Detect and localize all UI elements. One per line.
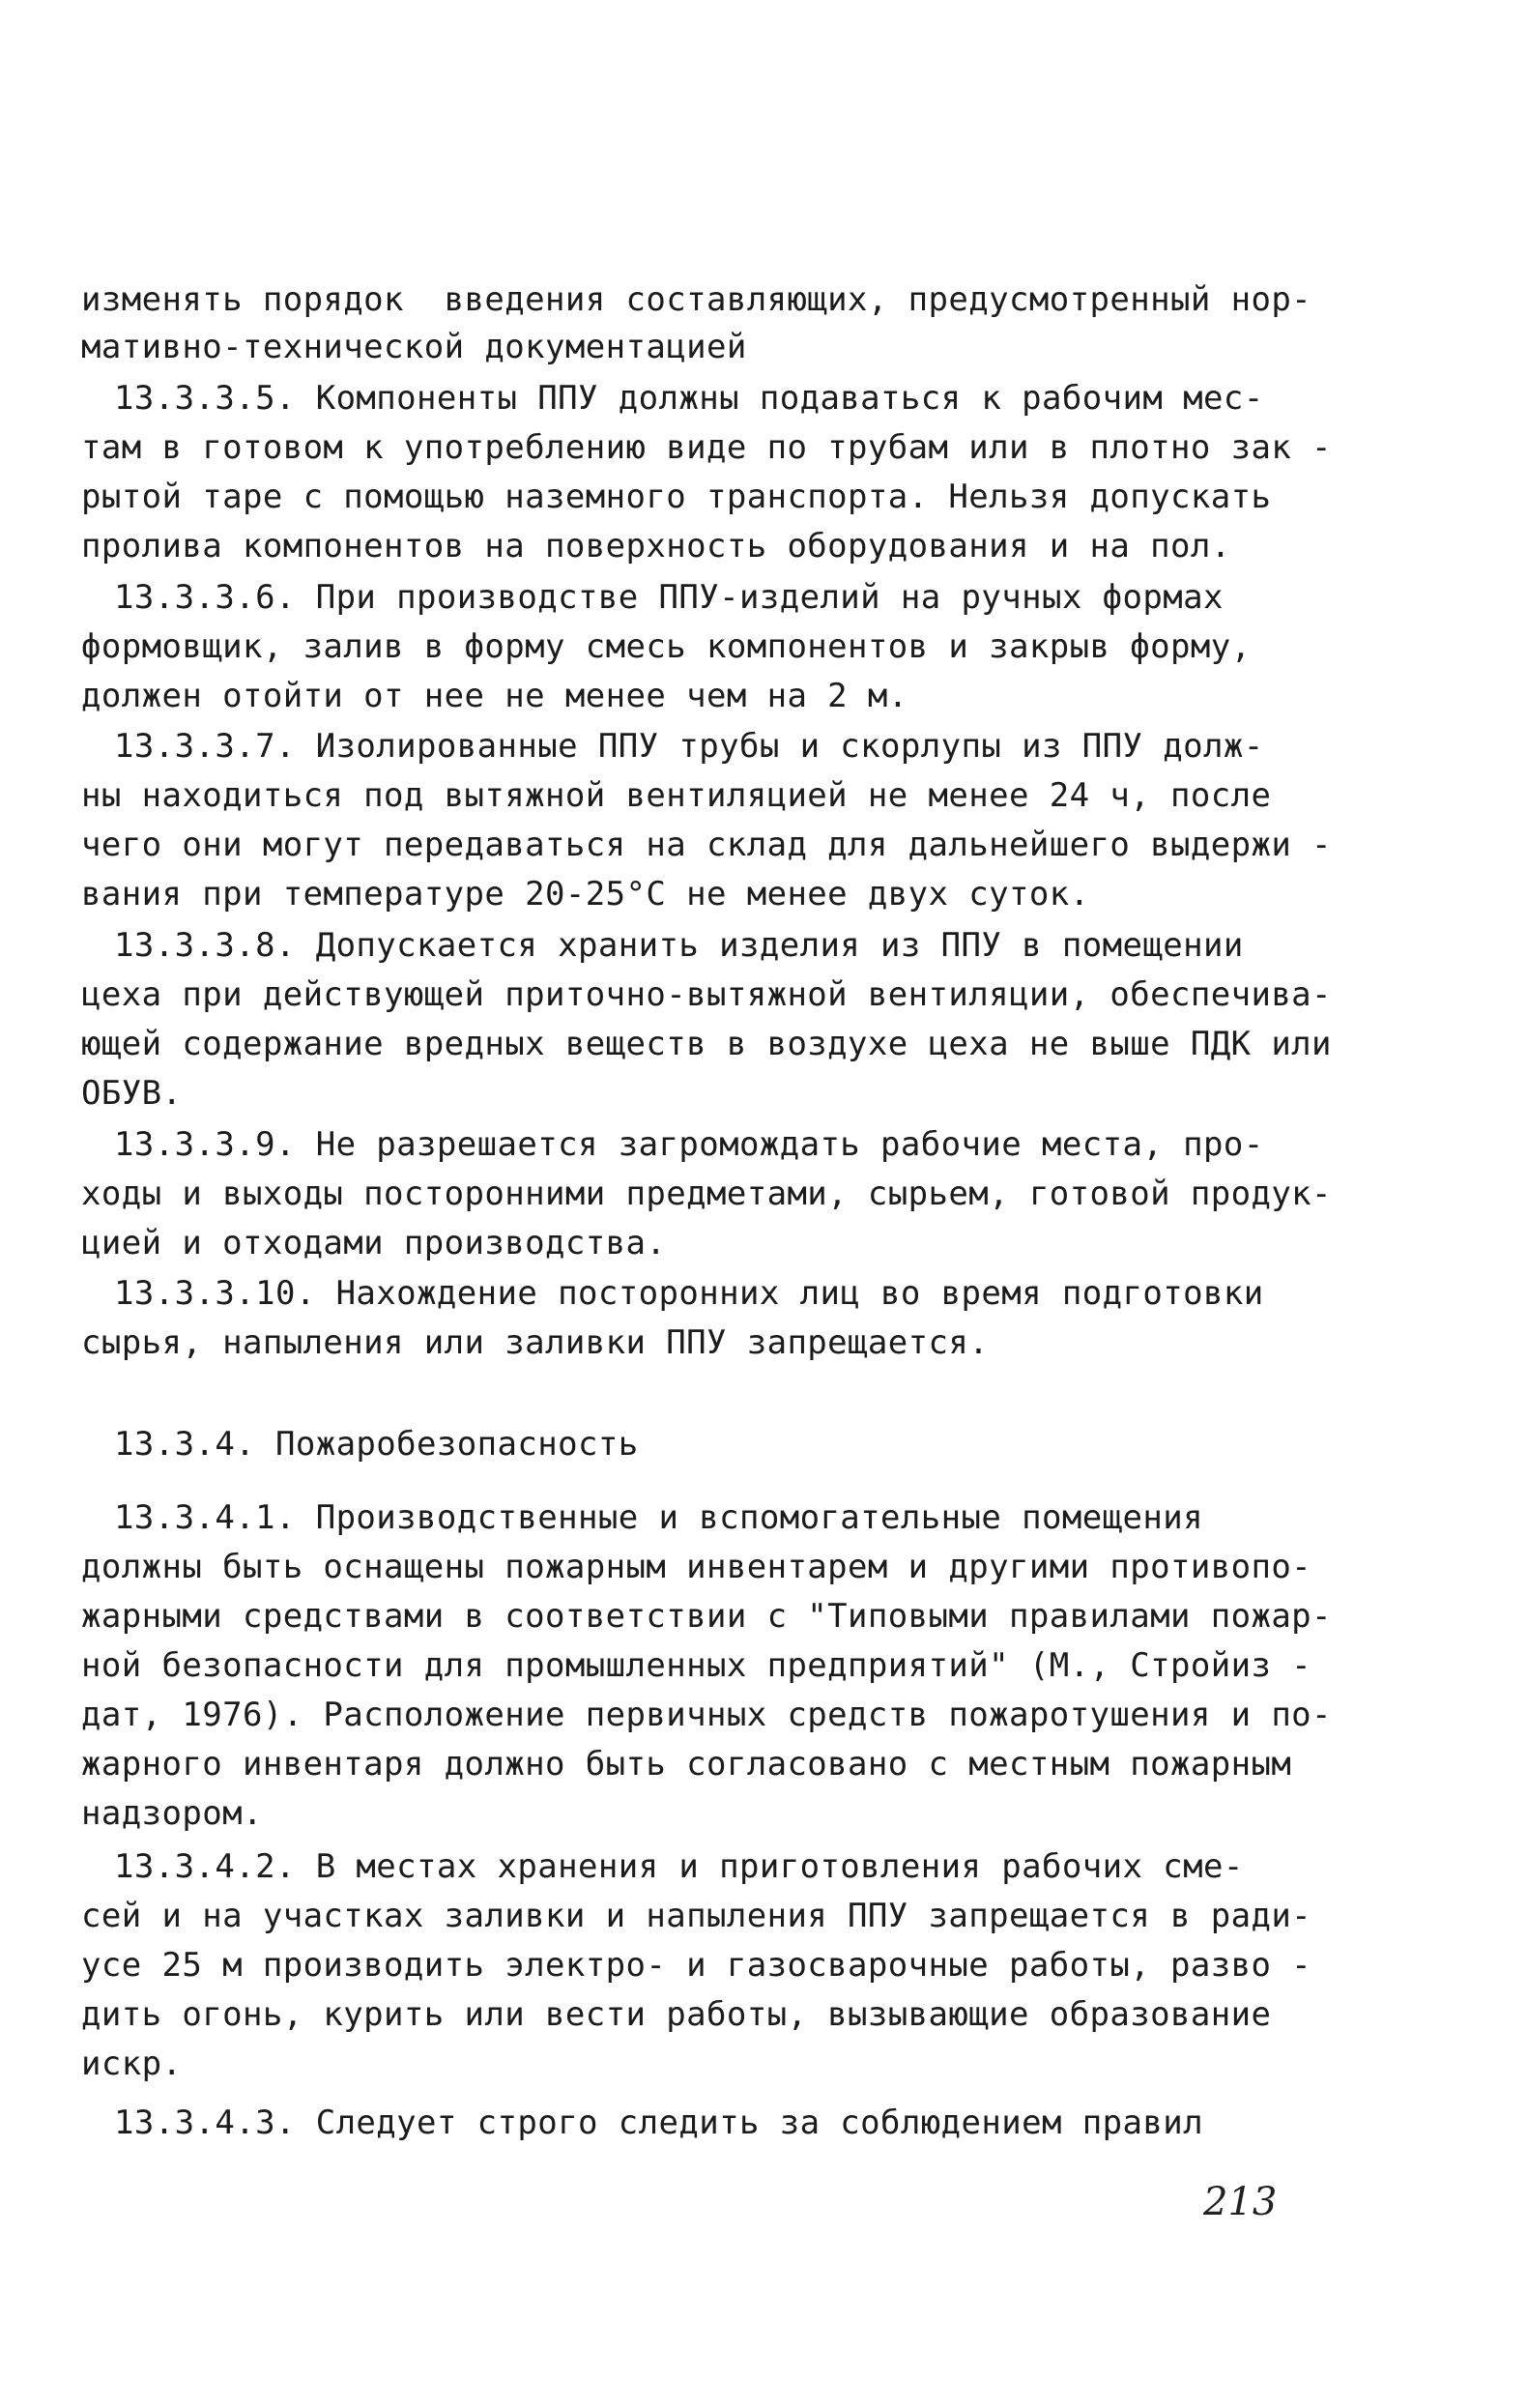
text-line: мативно-технической документацией <box>81 328 747 366</box>
text-line: ходы и выходы посторонними предметами, сырьем, готовой продук- <box>81 1175 1332 1213</box>
text-line: изменять порядок введения составляющих, предусмотренный нор- <box>81 280 1312 319</box>
text-line: цией и отходами производства. <box>81 1224 667 1262</box>
paragraph-first-line: 13.3.3.9. Не разрешается загромождать рабочие места, про- <box>114 1125 1264 1164</box>
paragraph-first-line: 13.3.4.2. В местах хранения и приготовления рабочих сме- <box>114 1847 1244 1886</box>
paragraph-first-line: 13.3.3.10. Нахождение посторонних лиц во время подготовки <box>114 1274 1264 1313</box>
paragraph-first-line: 13.3.4.3. Следует строго следить за соблюдением правил <box>114 2103 1203 2142</box>
text-line: чего они могут передаваться на склад для дальнейшего выдержи - <box>81 826 1332 864</box>
text-line: ющей содержание вредных веществ в воздухе цеха не выше ПДК или <box>81 1025 1332 1063</box>
text-line: жарными средствами в соответствии с "Типовыми правилами пожар- <box>81 1597 1332 1636</box>
text-line: должен отойти от нее не менее чем на 2 м. <box>81 677 908 715</box>
text-line: дить огонь, курить или вести работы, вызывающие образование <box>81 1995 1272 2034</box>
text-line: ОБУВ. <box>81 1074 183 1113</box>
text-line: вания при температуре 20-25°С не менее двух суток. <box>81 875 1090 914</box>
text-line: жарного инвентаря должно быть согласовано с местным пожарным <box>81 1745 1292 1784</box>
text-line: должны быть оснащены пожарным инвентарем и другими противопо- <box>81 1548 1312 1586</box>
text-line: ной безопасности для промышленных предприятий" (М., Стройиз - <box>81 1646 1312 1685</box>
text-line: сей и на участках заливки и напыления ППУ запрещается в ради- <box>81 1897 1312 1935</box>
paragraph-first-line: 13.3.3.7. Изолированные ППУ трубы и скорлупы из ППУ долж- <box>114 727 1264 766</box>
paragraph-first-line: 13.3.3.5. Компоненты ППУ должны подаваться к рабочим мес- <box>114 379 1264 418</box>
paragraph-first-line: 13.3.4.1. Производственные и вспомогательные помещения <box>114 1498 1203 1537</box>
section-heading: 13.3.4. Пожаробезопасность <box>114 1425 639 1464</box>
text-line: сырья, напыления или заливки ППУ запрещается. <box>81 1323 990 1362</box>
text-line: формовщик, залив в форму смесь компонентов и закрыв форму, <box>81 627 1252 666</box>
text-line: усе 25 м производить электро- и газосварочные работы, разво - <box>81 1946 1312 1985</box>
text-line: дат, 1976). Расположение первичных средств пожаротушения и по- <box>81 1696 1332 1734</box>
text-line: надзором. <box>81 1794 263 1833</box>
text-line: цеха при действующей приточно-вытяжной вентиляции, обеспечива- <box>81 975 1332 1014</box>
paragraph-first-line: 13.3.3.8. Допускается хранить изделия из ППУ в помещении <box>114 926 1244 965</box>
text-line: искр. <box>81 2045 183 2083</box>
page-number: 213 <box>1203 2180 1278 2224</box>
text-line: ны находиться под вытяжной вентиляцией не менее 24 ч, после <box>81 776 1272 815</box>
text-line: рытой таре с помощью наземного транспорта. Нельзя допускать <box>81 478 1272 516</box>
text-line: там в готовом к употреблению виде по трубам или в плотно зак - <box>81 428 1332 467</box>
text-line: пролива компонентов на поверхность оборудования и на пол. <box>81 527 1231 566</box>
paragraph-first-line: 13.3.3.6. При производстве ППУ-изделий на ручных формах <box>114 578 1224 617</box>
